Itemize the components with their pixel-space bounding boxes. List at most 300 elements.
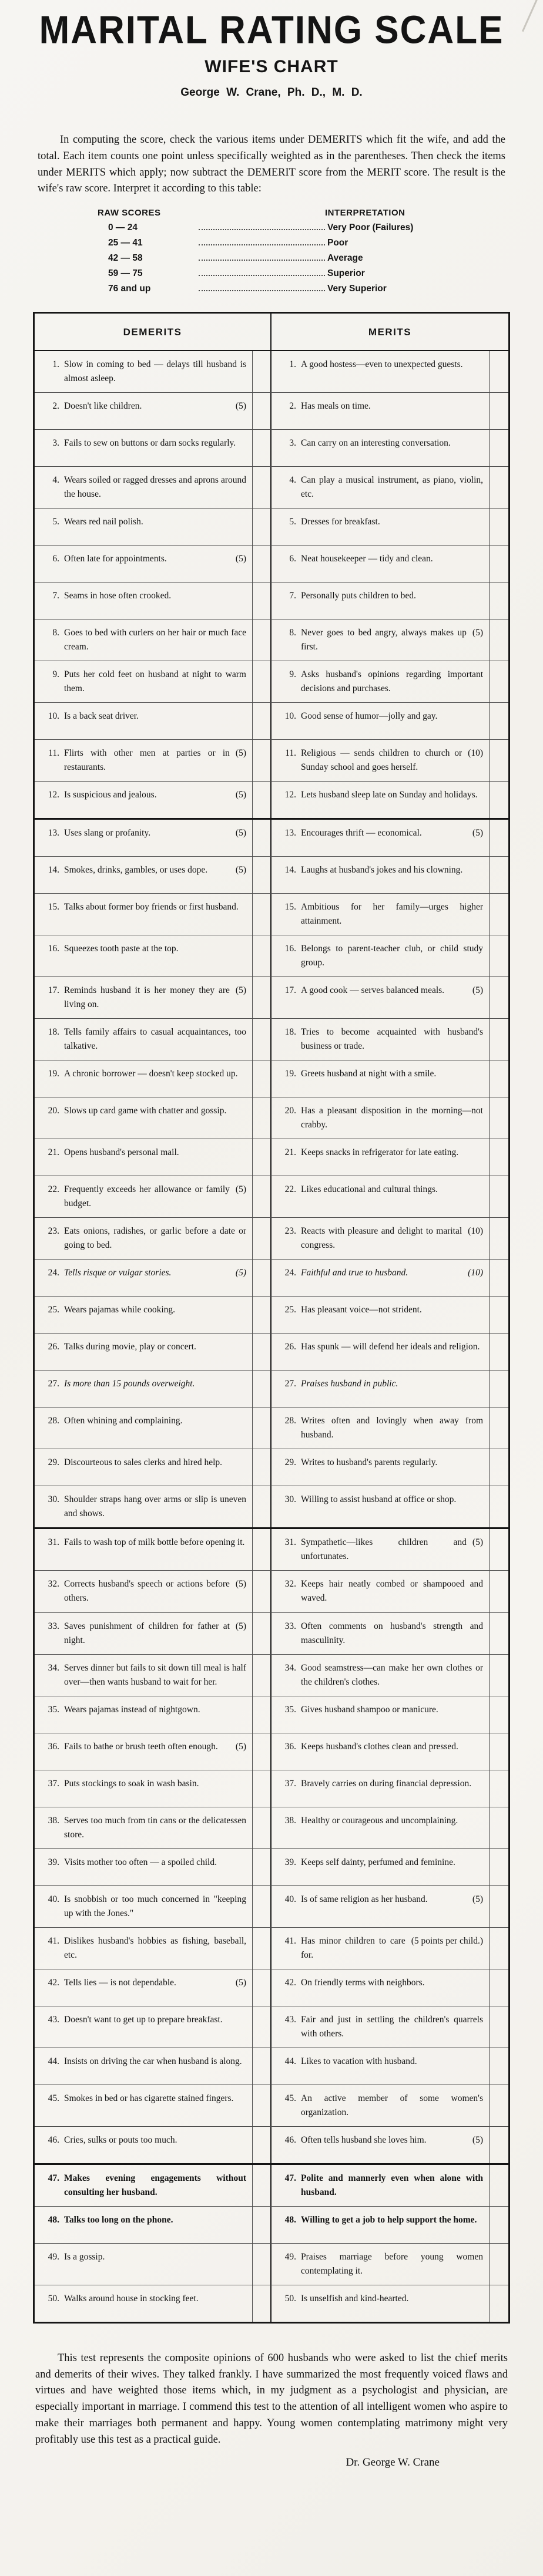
demerit-text xyxy=(64,1146,247,1160)
demerit-check-cell[interactable] xyxy=(253,1060,272,1097)
demerit-cell xyxy=(35,619,253,661)
demerit-item-number: 6. xyxy=(52,554,59,564)
merit-cell xyxy=(272,1486,490,1527)
demerit-body-text: Is suspicious and jealous. xyxy=(64,790,157,800)
demerit-check-cell[interactable] xyxy=(253,1571,272,1612)
table-row xyxy=(35,1260,508,1297)
merit-check-cell[interactable] xyxy=(490,1928,508,1969)
demerit-text xyxy=(64,1777,247,1791)
merit-check-cell[interactable] xyxy=(490,1969,508,2006)
merit-check-cell[interactable] xyxy=(490,2085,508,2126)
demerit-check-cell[interactable] xyxy=(253,935,272,976)
merit-item-number: 36. xyxy=(284,1741,296,1752)
demerit-body-text: Fails to sew on buttons or darn socks regularly. xyxy=(64,438,236,449)
table-row xyxy=(35,467,508,509)
demerit-check-cell[interactable] xyxy=(253,2048,272,2085)
demerit-item-number: 2. xyxy=(52,401,59,412)
demerit-check-cell[interactable] xyxy=(253,1696,272,1733)
demerit-text xyxy=(64,942,247,956)
demerit-check-cell[interactable] xyxy=(253,2285,272,2322)
merit-check-cell[interactable] xyxy=(490,1807,508,1848)
merit-check-cell[interactable] xyxy=(490,351,508,392)
table-row xyxy=(35,1655,508,1696)
merit-check-cell[interactable] xyxy=(490,1529,508,1570)
merit-check-cell[interactable] xyxy=(490,740,508,781)
demerit-item-number: 43. xyxy=(48,2014,59,2025)
demerit-check-cell[interactable] xyxy=(253,467,272,508)
merit-check-cell[interactable] xyxy=(490,1218,508,1259)
demerit-body-text: Squeezes tooth paste at the top. xyxy=(64,944,179,954)
demerit-item-number: 42. xyxy=(48,1977,59,1988)
merit-item-number: 34. xyxy=(284,1662,296,1673)
demerit-check-cell[interactable] xyxy=(253,2165,272,2206)
merit-check-cell[interactable] xyxy=(490,2165,508,2206)
merit-cell xyxy=(272,977,490,1018)
merit-cell xyxy=(272,820,490,856)
merit-item-number: 29. xyxy=(284,1457,296,1468)
demerit-cell xyxy=(35,2006,253,2048)
merit-cell xyxy=(272,1139,490,1176)
demerit-check-cell[interactable] xyxy=(253,1176,272,1217)
score-interpretation: Very Superior xyxy=(327,284,387,294)
demerit-text xyxy=(64,2055,247,2069)
demerit-body-text: Doesn't want to get up to prepare breakfast. xyxy=(64,2014,223,2025)
table-row xyxy=(35,2285,508,2322)
merit-check-cell[interactable] xyxy=(490,2127,508,2163)
demerit-check-cell[interactable] xyxy=(253,782,272,818)
merit-check-cell[interactable] xyxy=(490,1371,508,1407)
demerit-check-cell[interactable] xyxy=(253,1529,272,1570)
score-interpretation-table xyxy=(98,208,451,294)
table-row xyxy=(35,1928,508,1969)
demerit-item-number: 5. xyxy=(52,517,59,527)
merit-text xyxy=(301,746,484,775)
demerit-text xyxy=(64,1303,247,1317)
table-row xyxy=(35,509,508,545)
merit-text xyxy=(301,1224,484,1252)
merit-item-number: 11. xyxy=(285,748,296,759)
demerit-check-cell[interactable] xyxy=(253,703,272,739)
demerit-body-text: Tells lies — is not dependable. xyxy=(64,1977,176,1988)
demerit-cell xyxy=(35,582,253,619)
merit-body-text: Has spunk — will defend her ideals and religion. xyxy=(301,1342,480,1352)
demerit-item-number: 13. xyxy=(48,828,59,839)
demerit-body-text: Visits mother too often — a spoiled child. xyxy=(64,1857,217,1867)
merit-item-number: 50. xyxy=(284,2293,296,2304)
demerit-cell xyxy=(35,1486,253,1527)
demerit-check-cell[interactable] xyxy=(253,393,272,429)
demerit-item-number: 11. xyxy=(48,748,59,759)
demerit-text xyxy=(64,1740,247,1754)
demerit-body-text: Seams in hose often crooked. xyxy=(64,591,172,601)
demerit-item-number: 33. xyxy=(48,1621,59,1631)
demerit-check-cell[interactable] xyxy=(253,430,272,466)
table-row xyxy=(35,1097,508,1139)
merit-check-cell[interactable] xyxy=(490,467,508,508)
merit-body-text: Likes to vacation with husband. xyxy=(301,2056,417,2066)
demerit-item-number: 32. xyxy=(48,1579,59,1590)
demerit-body-text: Makes evening engagements without consulting her husband. xyxy=(64,2173,246,2197)
merit-check-cell[interactable] xyxy=(490,619,508,661)
demerit-item-number: 9. xyxy=(52,669,59,680)
demerit-check-cell[interactable] xyxy=(253,1097,272,1139)
merit-item-number: 27. xyxy=(284,1379,296,1389)
merit-check-cell[interactable] xyxy=(490,1696,508,1733)
merit-check-cell[interactable] xyxy=(490,782,508,818)
page-title: MARITAL RATING SCALE xyxy=(39,8,504,52)
demerit-points: (5) xyxy=(235,865,246,875)
demerit-check-cell[interactable] xyxy=(253,894,272,935)
demerit-points: (5) xyxy=(235,1184,246,1195)
merit-check-cell[interactable] xyxy=(490,1097,508,1139)
merit-check-cell[interactable] xyxy=(490,2244,508,2285)
table-row xyxy=(35,1297,508,1334)
table-row xyxy=(35,1529,508,1571)
demerit-cell xyxy=(35,2085,253,2126)
merit-item-number: 37. xyxy=(284,1778,296,1789)
merit-cell xyxy=(272,582,490,619)
demerit-text xyxy=(64,1067,247,1081)
demerit-check-cell[interactable] xyxy=(253,1770,272,1807)
merit-body-text: Gives husband shampoo or manicure. xyxy=(301,1704,438,1715)
demerit-check-cell[interactable] xyxy=(253,351,272,392)
merit-points: (10) xyxy=(468,1226,483,1237)
demerit-check-cell[interactable] xyxy=(253,2207,272,2243)
merit-text xyxy=(301,1183,484,1197)
table-row xyxy=(35,782,508,820)
merit-text xyxy=(301,436,484,450)
score-row xyxy=(98,252,451,264)
demerit-text xyxy=(64,2292,247,2306)
merit-check-cell[interactable] xyxy=(490,2048,508,2085)
merit-check-cell[interactable] xyxy=(490,582,508,619)
merit-check-cell[interactable] xyxy=(490,820,508,856)
demerit-item-number: 24. xyxy=(48,1268,59,1278)
demerit-text xyxy=(64,1493,247,1521)
demerit-cell xyxy=(35,467,253,508)
demerit-cell xyxy=(35,1176,253,1217)
demerit-text xyxy=(64,788,247,802)
demerit-text xyxy=(64,2133,247,2147)
merit-check-cell[interactable] xyxy=(490,1886,508,1927)
demerit-check-cell[interactable] xyxy=(253,1969,272,2006)
merit-item-number: 31. xyxy=(284,1537,296,1548)
merit-check-cell[interactable] xyxy=(490,2207,508,2243)
merit-item-number: 30. xyxy=(284,1494,296,1505)
merit-text xyxy=(301,1740,484,1754)
merit-check-cell[interactable] xyxy=(490,1297,508,1333)
merit-item-number: 44. xyxy=(284,2056,296,2066)
demerit-cell xyxy=(35,1770,253,1807)
demerit-check-cell[interactable] xyxy=(253,619,272,661)
merit-check-cell[interactable] xyxy=(490,1571,508,1612)
demerit-item-number: 21. xyxy=(48,1147,59,1158)
merit-check-cell[interactable] xyxy=(490,977,508,1018)
merit-check-cell[interactable] xyxy=(490,1139,508,1176)
demerit-check-cell[interactable] xyxy=(253,740,272,781)
merit-text xyxy=(301,1856,484,1870)
demerit-check-cell[interactable] xyxy=(253,1407,272,1449)
merit-text xyxy=(301,1934,484,1962)
merit-text xyxy=(301,863,484,877)
demerit-body-text: Walks around house in stocking feet. xyxy=(64,2293,199,2304)
demerit-points: (5) xyxy=(235,748,246,759)
merit-check-cell[interactable] xyxy=(490,509,508,545)
demerit-check-cell[interactable] xyxy=(253,857,272,893)
demerit-text xyxy=(64,589,247,603)
table-row xyxy=(35,1571,508,1612)
merit-check-cell[interactable] xyxy=(490,430,508,466)
merit-body-text: A good hostess—even to unexpected guests. xyxy=(301,359,463,369)
demerit-cell xyxy=(35,1613,253,1654)
demerit-item-number: 41. xyxy=(48,1935,59,1946)
demerit-check-cell[interactable] xyxy=(253,2006,272,2048)
merit-check-cell[interactable] xyxy=(490,1334,508,1370)
merit-check-cell[interactable] xyxy=(490,935,508,976)
merit-item-number: 25. xyxy=(284,1305,296,1315)
merit-points: (5) xyxy=(472,1894,483,1904)
demerit-body-text: Wears soiled or ragged dresses and aprons around the house. xyxy=(64,475,246,500)
demerit-text xyxy=(64,1025,247,1053)
demerit-body-text: Talks about former boy friends or first husband. xyxy=(64,902,239,912)
merit-item-number: 21. xyxy=(284,1147,296,1158)
merit-check-cell[interactable] xyxy=(490,1655,508,1696)
demerit-check-cell[interactable] xyxy=(253,1928,272,1969)
demerit-cell xyxy=(35,935,253,976)
merit-body-text: Can carry on an interesting conversation. xyxy=(301,438,451,449)
merit-body-text: Often comments on husband's strength and masculinity. xyxy=(301,1621,483,1645)
merit-check-cell[interactable] xyxy=(490,1176,508,1217)
demerit-body-text: Fails to bathe or brush teeth often enough. xyxy=(64,1741,218,1752)
merit-body-text: Can play a musical instrument, as piano, violin, etc. xyxy=(301,475,483,500)
demerit-item-number: 8. xyxy=(52,628,59,638)
demerit-check-cell[interactable] xyxy=(253,509,272,545)
merit-check-cell[interactable] xyxy=(490,1770,508,1807)
merit-points: (10) xyxy=(468,1268,483,1278)
demerit-check-cell[interactable] xyxy=(253,661,272,702)
dot-leader xyxy=(199,268,325,276)
merit-cell xyxy=(272,894,490,935)
demerit-item-number: 40. xyxy=(48,1894,59,1904)
demerit-text xyxy=(64,399,247,413)
dot-leader xyxy=(199,283,325,291)
demerit-check-cell[interactable] xyxy=(253,1019,272,1060)
merit-cell xyxy=(272,430,490,466)
table-row xyxy=(35,2085,508,2127)
demerit-body-text: Fails to wash top of milk bottle before opening it. xyxy=(64,1537,245,1548)
merit-check-cell[interactable] xyxy=(490,1849,508,1885)
merit-item-number: 16. xyxy=(284,944,296,954)
merit-cell xyxy=(272,619,490,661)
demerit-item-number: 27. xyxy=(48,1379,59,1389)
merit-cell xyxy=(272,2085,490,2126)
merit-cell xyxy=(272,935,490,976)
table-row xyxy=(35,857,508,894)
demerit-item-number: 3. xyxy=(52,438,59,449)
demerit-check-cell[interactable] xyxy=(253,1807,272,1848)
demerit-check-cell[interactable] xyxy=(253,820,272,856)
demerit-check-cell[interactable] xyxy=(253,1449,272,1486)
demerit-cell xyxy=(35,2244,253,2285)
demerit-check-cell[interactable] xyxy=(253,2244,272,2285)
demerit-body-text: Doesn't like children. xyxy=(64,401,142,412)
merit-cell xyxy=(272,1297,490,1333)
merit-item-number: 42. xyxy=(284,1977,296,1988)
demerit-text xyxy=(64,436,247,450)
demerit-body-text: Insists on driving the car when husband is along. xyxy=(64,2056,242,2066)
merit-cell xyxy=(272,740,490,781)
demerit-body-text: Smokes in bed or has cigarette stained fingers. xyxy=(64,2093,234,2103)
rating-table-body xyxy=(35,351,508,2322)
table-row xyxy=(35,1139,508,1176)
demerit-item-number: 46. xyxy=(48,2134,59,2145)
merit-check-cell[interactable] xyxy=(490,1019,508,1060)
demerit-text xyxy=(64,668,247,696)
merit-check-cell[interactable] xyxy=(490,1613,508,1654)
merit-text xyxy=(301,1777,484,1791)
demerit-check-cell[interactable] xyxy=(253,1886,272,1927)
merit-item-number: 24. xyxy=(284,1268,296,1278)
demerit-check-cell[interactable] xyxy=(253,2085,272,2126)
merit-check-cell[interactable] xyxy=(490,1486,508,1527)
demerit-check-cell[interactable] xyxy=(253,1260,272,1296)
merit-check-cell[interactable] xyxy=(490,857,508,893)
merit-check-cell[interactable] xyxy=(490,2285,508,2322)
merit-check-cell[interactable] xyxy=(490,1733,508,1770)
merit-item-number: 43. xyxy=(284,2014,296,2025)
demerit-check-cell[interactable] xyxy=(253,1371,272,1407)
demerit-check-cell[interactable] xyxy=(253,1139,272,1176)
score-table-rows xyxy=(98,222,451,294)
demerit-points: (5) xyxy=(235,1977,246,1988)
merit-text xyxy=(301,1266,484,1280)
demerit-cell xyxy=(35,1529,253,1570)
demerit-points: (5) xyxy=(235,828,246,839)
demerit-points: (5) xyxy=(235,401,246,412)
demerit-check-cell[interactable] xyxy=(253,1486,272,1527)
table-row xyxy=(35,1218,508,1260)
demerit-check-cell[interactable] xyxy=(253,1218,272,1259)
demerit-check-cell[interactable] xyxy=(253,1733,272,1770)
merit-item-number: 32. xyxy=(284,1579,296,1590)
demerit-cell xyxy=(35,1807,253,1848)
demerit-check-cell[interactable] xyxy=(253,1297,272,1333)
merit-cell xyxy=(272,1060,490,1097)
score-table-header xyxy=(98,208,451,218)
merit-item-number: 41. xyxy=(284,1935,296,1946)
demerit-check-cell[interactable] xyxy=(253,1613,272,1654)
demerit-cell xyxy=(35,1449,253,1486)
demerit-text xyxy=(64,626,247,654)
merit-check-cell[interactable] xyxy=(490,2006,508,2048)
merit-points: (5) xyxy=(472,628,483,638)
merit-item-number: 6. xyxy=(289,554,296,564)
demerit-text xyxy=(64,709,247,723)
merit-body-text: Personally puts children to bed. xyxy=(301,591,416,601)
merit-body-text: Is unselfish and kind-hearted. xyxy=(301,2293,409,2304)
demerit-check-cell[interactable] xyxy=(253,1849,272,1885)
score-interpretation: Very Poor (Failures) xyxy=(327,223,414,233)
demerit-body-text: Frequently exceeds her allowance or family budget. xyxy=(64,1184,230,1209)
demerit-body-text: Uses slang or profanity. xyxy=(64,828,151,839)
demerit-points: (5) xyxy=(235,1579,246,1590)
table-row xyxy=(35,2207,508,2244)
demerit-text xyxy=(64,1266,247,1280)
merit-check-cell[interactable] xyxy=(490,545,508,582)
demerit-points: (5) xyxy=(235,985,246,996)
merit-check-cell[interactable] xyxy=(490,1260,508,1296)
merit-body-text: Reacts with pleasure and delight to marital congress. xyxy=(301,1226,462,1251)
demerit-body-text: Is more than 15 pounds overweight. xyxy=(64,1379,195,1389)
table-row xyxy=(35,1696,508,1733)
demerit-check-cell[interactable] xyxy=(253,2127,272,2163)
demerit-check-cell[interactable] xyxy=(253,545,272,582)
merit-body-text: Has pleasant voice—not strident. xyxy=(301,1305,422,1315)
demerit-check-cell[interactable] xyxy=(253,582,272,619)
demerit-cell xyxy=(35,545,253,582)
merit-cell xyxy=(272,1097,490,1139)
demerit-cell xyxy=(35,1218,253,1259)
table-row xyxy=(35,2127,508,2165)
merit-cell xyxy=(272,1696,490,1733)
merit-item-number: 45. xyxy=(284,2093,296,2103)
merit-cell xyxy=(272,2165,490,2206)
demerit-check-cell[interactable] xyxy=(253,1334,272,1370)
demerit-text xyxy=(64,1976,247,1990)
merit-cell xyxy=(272,2285,490,2322)
merit-body-text: Has meals on time. xyxy=(301,401,371,412)
merit-check-cell[interactable] xyxy=(490,1060,508,1097)
merit-body-text: Laughs at husband's jokes and his clowning. xyxy=(301,865,463,875)
demerit-text xyxy=(64,473,247,501)
merit-body-text: Has minor children to care for. xyxy=(301,1935,405,1960)
demerit-check-cell[interactable] xyxy=(253,1655,272,1696)
demerit-body-text: Puts stockings to soak in wash basin. xyxy=(64,1778,199,1789)
merit-check-cell[interactable] xyxy=(490,703,508,739)
demerit-check-cell[interactable] xyxy=(253,977,272,1018)
demerit-cell xyxy=(35,393,253,429)
demerit-cell xyxy=(35,1886,253,1927)
merit-check-cell[interactable] xyxy=(490,894,508,935)
merit-body-text: Lets husband sleep late on Sunday and holidays. xyxy=(301,790,478,800)
demerit-body-text: A chronic borrower — doesn't keep stocked up. xyxy=(64,1069,238,1079)
demerit-text xyxy=(64,2092,247,2106)
demerit-body-text: Shoulder straps hang over arms or slip is uneven and shows. xyxy=(64,1494,246,1519)
table-row xyxy=(35,1733,508,1770)
merit-item-number: 26. xyxy=(284,1342,296,1352)
merit-check-cell[interactable] xyxy=(490,1449,508,1486)
demerit-cell xyxy=(35,430,253,466)
demerit-points: (5) xyxy=(235,1268,246,1278)
merit-check-cell[interactable] xyxy=(490,661,508,702)
merit-check-cell[interactable] xyxy=(490,1407,508,1449)
merit-item-number: 15. xyxy=(284,902,296,912)
score-interpretation: Average xyxy=(327,253,363,263)
demerit-body-text: Goes to bed with curlers on her hair or much face cream. xyxy=(64,628,246,652)
demerit-text xyxy=(64,358,247,386)
table-row xyxy=(35,1969,508,2006)
demerit-item-number: 49. xyxy=(48,2251,59,2262)
demerit-cell xyxy=(35,1139,253,1176)
table-row xyxy=(35,1371,508,1407)
table-row xyxy=(35,661,508,703)
demerit-text xyxy=(64,984,247,1012)
demerit-cell xyxy=(35,1334,253,1370)
merit-check-cell[interactable] xyxy=(490,393,508,429)
merit-body-text: Keeps husband's clothes clean and pressed. xyxy=(301,1741,458,1752)
merit-text xyxy=(301,1577,484,1605)
merit-cell xyxy=(272,509,490,545)
